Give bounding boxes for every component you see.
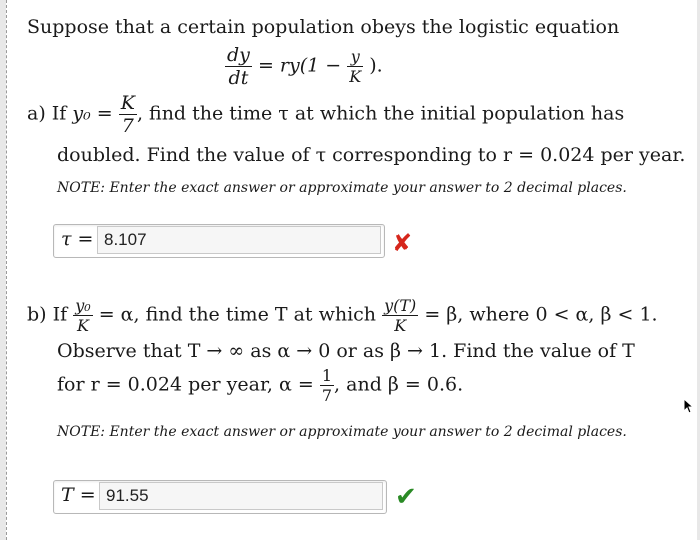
t-answer-input[interactable]: 91.55 [99,482,383,510]
t-label: T = [61,484,96,506]
part-a-note: NOTE: Enter the exact answer or approximate your answer to 2 decimal places. [57,180,627,196]
y0-over-k-fraction: $\frac{\text{y₀}}{K}$ [75,296,91,335]
part-b-line2: Observe that T → ∞ as α → 0 or as β → 1. Find the value of T [57,340,635,362]
problem-intro: Suppose that a certain population obeys the logistic equation [27,16,620,38]
logistic-equation: $\frac{dy}{dt}$ = ry(1 − $\frac{y}{K}$ ). [227,44,383,89]
mouse-cursor-icon [683,398,695,414]
k-over-7-fraction: $\frac{K}{7}$ [120,92,135,137]
one-over-7-fraction: $\frac{1}{7}$ [321,366,333,405]
derivative-fraction: $\frac{dy}{dt}$ [227,44,250,89]
question-panel [6,0,697,540]
tau-label: τ = [61,228,94,250]
part-b-line1: b) If $\frac{\text{y₀}}{K}$ = α, find the time T at which $\frac{y(T)}{K}$ = β, where 0 < α, β < 1. [27,296,658,335]
part-b-note: NOTE: Enter the exact answer or approximate your answer to 2 decimal places. [57,424,627,440]
check-mark-icon: ✔ [395,482,417,512]
part-a-line2: doubled. Find the value of τ corresponding to r = 0.024 per year. [57,144,686,166]
part-b-line3: for r = 0.024 per year, α = $\frac{1}{7}$ , and β = 0.6. [57,366,464,405]
tau-answer-input[interactable]: 8.107 [97,226,381,254]
yT-over-k-fraction: $\frac{y(T)}{K}$ [384,296,417,335]
x-mark-icon: ✘ [392,229,413,257]
y-over-k-fraction: $\frac{y}{K}$ [349,47,362,86]
part-a-line1: a) If y₀ = $\frac{K}{7}$ , find the time τ at which the initial population has [27,92,625,137]
